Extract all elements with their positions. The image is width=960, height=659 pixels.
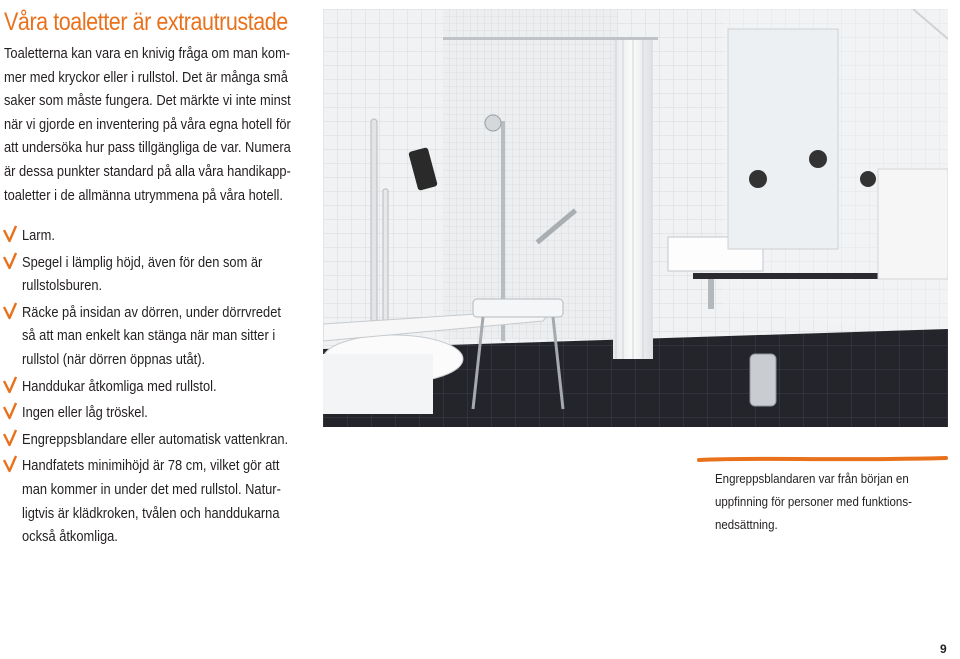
checklist-text: rullstolsburen. xyxy=(22,278,103,295)
bathroom-photo xyxy=(323,9,948,427)
side-note-line: Engreppsblandaren var från början en xyxy=(715,472,909,486)
intro-line: Toaletterna kan vara en knivig fråga om man kom- xyxy=(4,46,291,62)
intro-line: toaletter i de allmänna utrymmena på våra hotell. xyxy=(4,187,283,204)
bathroom-illustration xyxy=(323,9,948,427)
intro-line: mer med kryckor eller i rullstol. Det är många små xyxy=(4,69,288,86)
checklist-text: Handfatets minimihöjd är 78 cm, vilket gör att xyxy=(22,458,280,475)
intro-line: är dessa punkter standard på alla våra handikapp- xyxy=(4,163,291,180)
checklist-text: ligtvis är klädkroken, tvålen och handdukarna xyxy=(22,505,280,522)
checklist-item xyxy=(0,455,380,549)
checklist-text: också åtkomliga. xyxy=(22,529,118,546)
checklist-item xyxy=(0,429,380,453)
intro-line: när vi gjorde en inventering på våra egna hotell för xyxy=(4,116,291,133)
checklist-text: Spegel i lämplig höjd, även för den som är xyxy=(22,254,263,271)
checklist-text: Larm. xyxy=(22,228,55,244)
checkmark-icon xyxy=(3,429,17,447)
orange-divider-rule xyxy=(697,456,948,462)
checkmark-icon xyxy=(3,455,17,473)
side-note-line: nedsättning. xyxy=(715,518,778,532)
intro-line: att undersöka hur pass tillgängliga de var. Numera xyxy=(4,140,291,157)
checklist-text: man kommer in under det med rullstol. Natur- xyxy=(22,481,281,498)
intro-paragraph xyxy=(4,43,328,208)
checklist-text: Ingen eller låg tröskel. xyxy=(22,405,148,422)
checklist-text: så att man enkelt kan stänga när man sitter i xyxy=(22,328,276,345)
checkmark-icon xyxy=(3,376,17,394)
checkmark-icon xyxy=(3,225,17,243)
checklist-text: Räcke på insidan av dörren, under dörrvredet xyxy=(22,304,281,321)
side-note-line: uppfinning för personer med funktions- xyxy=(715,495,912,509)
side-note xyxy=(715,468,936,537)
page-heading: Våra toaletter är extrautrustade xyxy=(4,8,288,36)
page-number: 9 xyxy=(940,642,947,656)
checkmark-icon xyxy=(3,402,17,420)
checkmark-icon xyxy=(3,252,17,270)
intro-line: saker som måste fungera. Det märkte vi inte minst xyxy=(4,93,291,110)
checklist-text: Handdukar åtkomliga med rullstol. xyxy=(22,378,217,395)
checklist-text: rullstol (när dörren öppnas utåt). xyxy=(22,351,206,368)
checklist-text: Engreppsblandare eller automatisk vattenkran. xyxy=(22,431,289,448)
checkmark-icon xyxy=(3,302,17,320)
